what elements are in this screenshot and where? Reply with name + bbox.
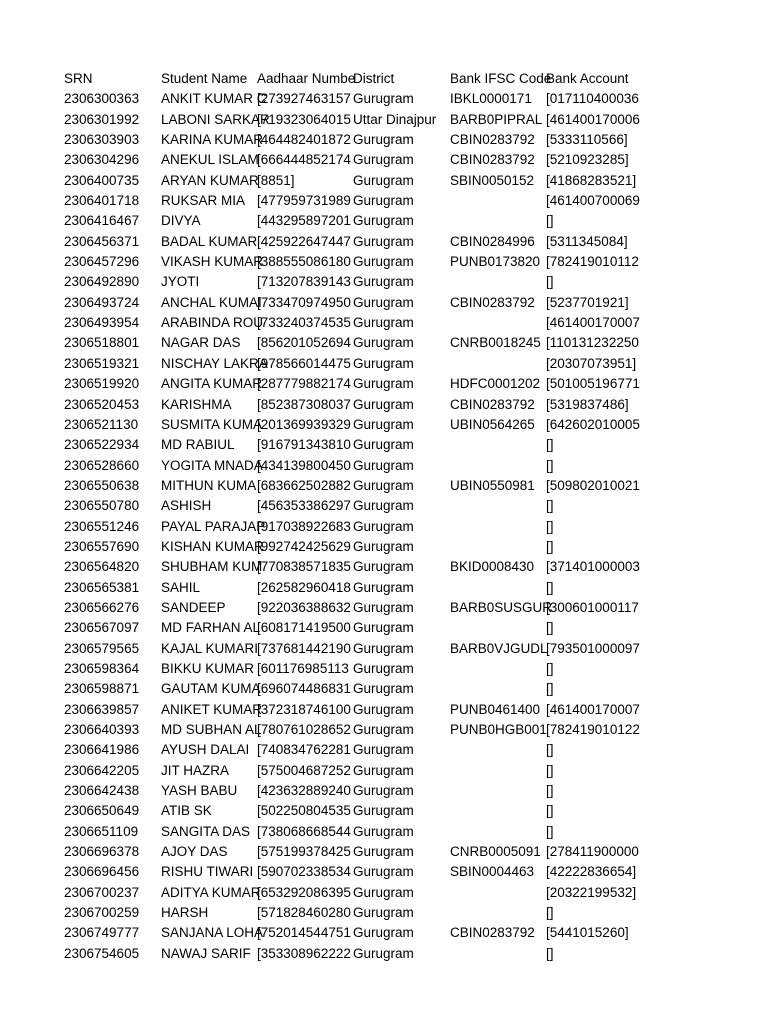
srn-cell: 2306564820 [64, 559, 140, 575]
aadhaar-cell: [922036388632 [257, 599, 351, 615]
account-cell: [501005196771 [546, 376, 640, 392]
srn-cell: 2306304296 [64, 152, 140, 168]
aadhaar-cell: [733240374535 [257, 315, 351, 331]
account-cell: [41868283521] [546, 172, 637, 188]
name-cell: ANGITA KUMAR [161, 376, 263, 392]
srn-cell: 2306493724 [64, 294, 140, 310]
account-cell: [461400170007 [546, 315, 640, 331]
name-cell: SUSMITA KUMA [161, 416, 263, 432]
district-cell: Gurugram [353, 640, 414, 656]
account-cell: [5319837486] [546, 396, 629, 412]
name-cell: KAJAL KUMARI [161, 640, 259, 656]
district-cell: Gurugram [353, 803, 414, 819]
account-cell: [] [546, 681, 554, 697]
ifsc-cell: CNRB0005091 [450, 844, 541, 860]
srn-cell: 2306579565 [64, 640, 140, 656]
name-cell: MD RABIUL [161, 437, 235, 453]
aadhaar-cell: [696074486831 [257, 681, 351, 697]
header-name: Student Name [161, 71, 248, 86]
district-cell: Gurugram [353, 681, 414, 697]
srn-cell: 2306522934 [64, 437, 140, 453]
district-cell: Gurugram [353, 132, 414, 148]
district-cell: Gurugram [353, 844, 414, 860]
aadhaar-cell: [752014544751 [257, 925, 351, 941]
account-cell: [017110400036 [546, 91, 639, 107]
aadhaar-cell: [443295897201 [257, 213, 351, 229]
name-cell: ASHISH [161, 498, 212, 514]
district-cell: Gurugram [353, 233, 414, 249]
district-cell: Gurugram [353, 254, 414, 270]
srn-cell: 2306303903 [64, 132, 140, 148]
srn-cell: 2306642205 [64, 762, 140, 778]
ifsc-cell: BARB0VJGUDL [450, 640, 548, 656]
ifsc-cell: PUNB0173820 [450, 254, 541, 270]
account-cell: [20307073951] [546, 355, 637, 371]
account-cell: [] [546, 905, 554, 921]
srn-cell: 2306400735 [64, 172, 140, 188]
account-cell: [461400700069 [546, 193, 640, 209]
account-cell: [] [546, 538, 554, 554]
name-cell: MD FARHAN AL [161, 620, 261, 636]
name-cell: YOGITA MNADA [161, 457, 263, 473]
account-cell: [] [546, 783, 554, 799]
srn-cell: 2306696378 [64, 844, 140, 860]
name-cell: ARYAN KUMAR [161, 172, 259, 188]
name-cell: KARINA KUMAR [161, 132, 264, 148]
ifsc-cell: CBIN0283792 [450, 132, 535, 148]
account-cell: [793501000097 [546, 640, 640, 656]
district-cell: Gurugram [353, 762, 414, 778]
srn-cell: 2306640393 [64, 722, 140, 737]
account-cell: [] [546, 742, 554, 758]
district-cell: Gurugram [353, 355, 414, 371]
srn-cell: 2306520453 [64, 396, 140, 412]
srn-cell: 2306401718 [64, 193, 140, 209]
name-cell: ANCHAL KUMAI [161, 294, 262, 310]
ifsc-cell: BARB0PIPRAL [450, 111, 543, 127]
name-cell: SAHIL [161, 579, 201, 595]
header-ifsc: Bank IFSC Code [450, 71, 552, 86]
aadhaar-cell: [372318746100 [257, 701, 351, 717]
account-cell: [5333110566] [546, 132, 628, 148]
aadhaar-cell: [287779882174 [257, 376, 351, 392]
ifsc-cell: IBKL0000171 [450, 91, 532, 107]
srn-cell: 2306639857 [64, 701, 140, 717]
district-cell: Gurugram [353, 294, 414, 310]
district-cell: Gurugram [353, 457, 414, 473]
account-cell: [782419010122 [546, 722, 640, 737]
account-cell: [5210923285] [546, 152, 629, 168]
account-cell: [642602010005 [546, 416, 640, 432]
account-cell: [] [546, 945, 554, 961]
name-cell: SANGITA DAS [161, 823, 251, 839]
aadhaar-cell: [262582960418 [257, 579, 351, 595]
account-cell: [] [546, 274, 554, 290]
name-cell: ATIB SK [161, 803, 212, 819]
aadhaar-cell: [388555086180 [257, 254, 351, 270]
district-cell: Gurugram [353, 518, 414, 534]
name-cell: MD SUBHAN AL [161, 722, 262, 737]
district-cell: Gurugram [353, 925, 414, 941]
name-cell: NAGAR DAS [161, 335, 241, 351]
srn-cell: 2306551246 [64, 518, 140, 534]
district-cell: Gurugram [353, 477, 414, 493]
account-cell: [] [546, 457, 554, 473]
aadhaar-cell: [201369939329 [257, 416, 351, 432]
ifsc-cell: CBIN0283792 [450, 294, 535, 310]
aadhaar-cell: [770838571835 [257, 559, 351, 575]
ifsc-cell: CBIN0283792 [450, 152, 535, 168]
district-cell: Gurugram [353, 701, 414, 717]
srn-cell: 2306700259 [64, 905, 140, 921]
aadhaar-cell: [683662502882 [257, 477, 351, 493]
name-cell: SANDEEP [161, 599, 226, 615]
srn-cell: 2306566276 [64, 599, 140, 615]
srn-cell: 2306754605 [64, 945, 140, 961]
account-cell: [782419010112 [546, 254, 639, 270]
name-cell: BADAL KUMAR [161, 233, 258, 249]
account-cell: [5441015260] [546, 925, 629, 941]
aadhaar-cell: [666444852174 [257, 152, 351, 168]
district-cell: Gurugram [353, 864, 414, 880]
srn-cell: 2306557690 [64, 538, 140, 554]
ifsc-cell: HDFC0001202 [450, 376, 541, 392]
account-cell: [] [546, 213, 554, 229]
srn-cell: 2306749777 [64, 925, 140, 941]
aadhaar-cell: [737681442190 [257, 640, 351, 656]
district-cell: Gurugram [353, 437, 414, 453]
district-cell: Gurugram [353, 599, 414, 615]
aadhaar-cell: [571828460280 [257, 905, 351, 921]
ifsc-cell: SBIN0050152 [450, 172, 535, 188]
account-cell: [] [546, 823, 554, 839]
aadhaar-cell: [740834762281 [257, 742, 351, 758]
account-cell: [20322199532] [546, 884, 637, 900]
srn-cell: 2306416467 [64, 213, 140, 229]
name-cell: AJOY DAS [161, 844, 228, 860]
account-cell: [461400170006 [546, 111, 640, 127]
ifsc-cell: CBIN0283792 [450, 925, 535, 941]
district-cell: Gurugram [353, 660, 414, 676]
srn-cell: 2306301992 [64, 111, 140, 127]
account-cell: [278411900000 [546, 844, 639, 860]
district-cell: Gurugram [353, 193, 414, 209]
aadhaar-cell: [852387308037 [257, 396, 351, 412]
ifsc-cell: CBIN0283792 [450, 396, 535, 412]
srn-cell: 2306457296 [64, 254, 140, 270]
header-aadhaar: Aadhaar Numbe [257, 71, 356, 86]
district-cell: Gurugram [353, 742, 414, 758]
srn-cell: 2306567097 [64, 620, 140, 636]
srn-cell: 2306565381 [64, 579, 140, 595]
ifsc-cell: BKID0008430 [450, 559, 535, 575]
aadhaar-cell: [738068668544 [257, 823, 351, 839]
name-cell: PAYAL PARAJAP [161, 518, 266, 534]
account-cell: [] [546, 498, 554, 514]
account-cell: [42222836654] [546, 864, 637, 880]
aadhaar-cell: [733470974950 [257, 294, 351, 310]
name-cell: NAWAJ SARIF [161, 945, 251, 961]
name-cell: YASH BABU [161, 783, 238, 799]
name-cell: HARSH [161, 905, 209, 921]
aadhaar-cell: [916791343810 [257, 437, 351, 453]
district-cell: Gurugram [353, 905, 414, 921]
aadhaar-cell: [917038922683 [257, 518, 351, 534]
district-cell: Gurugram [353, 823, 414, 839]
account-cell: [] [546, 518, 554, 534]
district-cell: Gurugram [353, 396, 414, 412]
district-cell: Gurugram [353, 152, 414, 168]
account-cell: [5237701921] [546, 294, 629, 310]
district-cell: Gurugram [353, 945, 414, 961]
ifsc-cell: BARB0SUSGUR [450, 599, 553, 615]
account-cell: [] [546, 437, 554, 453]
aadhaar-cell: [575199378425 [257, 844, 351, 860]
account-cell: [371401000003 [546, 559, 640, 575]
aadhaar-cell: [353308962222 [257, 945, 351, 961]
srn-cell: 2306641986 [64, 742, 140, 758]
srn-cell: 2306700237 [64, 884, 140, 900]
srn-cell: 2306642438 [64, 783, 140, 799]
name-cell: AYUSH DALAI [161, 742, 250, 758]
district-cell: Gurugram [353, 538, 414, 554]
aadhaar-cell: [601176985113 [257, 660, 349, 676]
district-cell: Gurugram [353, 91, 414, 107]
account-cell: [] [546, 620, 554, 636]
ifsc-cell: UBIN0550981 [450, 477, 535, 493]
district-cell: Gurugram [353, 559, 414, 575]
name-cell: VIKASH KUMAR [161, 254, 264, 270]
name-cell: ANKIT KUMAR C [161, 91, 267, 107]
name-cell: ANEKUL ISLAM [161, 152, 259, 168]
aadhaar-cell: [575004687252 [257, 762, 351, 778]
district-cell: Gurugram [353, 416, 414, 432]
account-cell: [] [546, 660, 554, 676]
district-cell: Gurugram [353, 274, 414, 290]
aadhaar-cell: [456353386297 [257, 498, 351, 514]
district-cell: Gurugram [353, 783, 414, 799]
srn-cell: 2306598871 [64, 681, 140, 697]
srn-cell: 2306493954 [64, 315, 140, 331]
district-cell: Gurugram [353, 498, 414, 514]
name-cell: RISHU TIWARI [161, 864, 254, 880]
account-cell: [110131232250 [546, 335, 639, 351]
srn-cell: 2306550780 [64, 498, 140, 514]
aadhaar-cell: [590702338534 [257, 864, 351, 880]
ifsc-cell: PUNB0461400 [450, 701, 541, 717]
name-cell: ANIKET KUMAR [161, 701, 263, 717]
ifsc-cell: CBIN0284996 [450, 233, 535, 249]
name-cell: KARISHMA [161, 396, 232, 412]
srn-cell: 2306300363 [64, 91, 140, 107]
name-cell: JYOTI [161, 274, 200, 290]
ifsc-cell: SBIN0004463 [450, 864, 535, 880]
aadhaar-cell: [978566014475 [257, 355, 351, 371]
srn-cell: 2306492890 [64, 274, 140, 290]
srn-cell: 2306456371 [64, 233, 140, 249]
account-cell: [5311345084] [546, 233, 628, 249]
ifsc-cell: UBIN0564265 [450, 416, 535, 432]
name-cell: GAUTAM KUMA [161, 681, 261, 697]
account-cell: [300601000117 [546, 599, 639, 615]
aadhaar-cell: [273927463157 [257, 91, 351, 107]
district-cell: Gurugram [353, 579, 414, 595]
name-cell: SHUBHAM KUM [161, 559, 263, 575]
aadhaar-cell: [719323064015 [257, 111, 351, 127]
srn-cell: 2306651109 [64, 823, 139, 839]
district-cell: Gurugram [353, 376, 414, 392]
district-cell: Gurugram [353, 213, 414, 229]
name-cell: KISHAN KUMAR [161, 538, 264, 554]
srn-cell: 2306518801 [64, 335, 140, 351]
name-cell: MITHUN KUMA [161, 477, 257, 493]
srn-cell: 2306519920 [64, 376, 140, 392]
name-cell: BIKKU KUMAR [161, 660, 255, 676]
ifsc-cell: CNRB0018245 [450, 335, 541, 351]
aadhaar-cell: [464482401872 [257, 132, 351, 148]
account-cell: [461400170007 [546, 701, 640, 717]
srn-cell: 2306528660 [64, 457, 140, 473]
district-cell: Gurugram [353, 172, 414, 188]
account-cell: [] [546, 762, 554, 778]
name-cell: SANJANA LOHA [161, 925, 264, 941]
aadhaar-cell: [608171419500 [257, 620, 351, 636]
aadhaar-cell: [425922647447 [257, 233, 351, 249]
name-cell: JIT HAZRA [161, 762, 230, 778]
header-district: District [353, 71, 395, 86]
srn-cell: 2306696456 [64, 864, 140, 880]
aadhaar-cell: [653292086395 [257, 884, 351, 900]
aadhaar-cell: [477959731989 [257, 193, 351, 209]
account-cell: [] [546, 803, 554, 819]
aadhaar-cell: [423632889240 [257, 783, 351, 799]
name-cell: ARABINDA ROU [161, 315, 264, 331]
srn-cell: 2306598364 [64, 660, 140, 676]
srn-cell: 2306650649 [64, 803, 140, 819]
srn-cell: 2306519321 [64, 355, 140, 371]
srn-cell: 2306521130 [64, 416, 139, 432]
account-cell: [] [546, 579, 554, 595]
aadhaar-cell: [780761028652 [257, 722, 351, 737]
aadhaar-cell: [434139800450 [257, 457, 351, 473]
aadhaar-cell: [502250804535 [257, 803, 351, 819]
aadhaar-cell: [992742425629 [257, 538, 351, 554]
district-cell: Gurugram [353, 884, 414, 900]
name-cell: RUKSAR MIA [161, 193, 246, 209]
aadhaar-cell: [713207839143 [257, 274, 351, 290]
district-cell: Gurugram [353, 620, 414, 636]
district-cell: Gurugram [353, 315, 414, 331]
district-cell: Gurugram [353, 335, 414, 351]
aadhaar-cell: [8851] [257, 172, 295, 188]
ifsc-cell: PUNB0HGB001 [450, 722, 547, 737]
district-cell: Uttar Dinajpur [353, 111, 437, 127]
header-account: Bank Account [546, 71, 629, 86]
name-cell: NISCHAY LAKRA [161, 355, 268, 371]
name-cell: LABONI SARKAR [161, 111, 270, 127]
account-cell: [509802010021 [546, 477, 640, 493]
name-cell: DIVYA [161, 213, 201, 229]
srn-cell: 2306550638 [64, 477, 140, 493]
header-srn: SRN [64, 71, 93, 86]
name-cell: ADITYA KUMAR [161, 884, 261, 900]
district-cell: Gurugram [353, 722, 414, 737]
aadhaar-cell: [856201052694 [257, 335, 351, 351]
